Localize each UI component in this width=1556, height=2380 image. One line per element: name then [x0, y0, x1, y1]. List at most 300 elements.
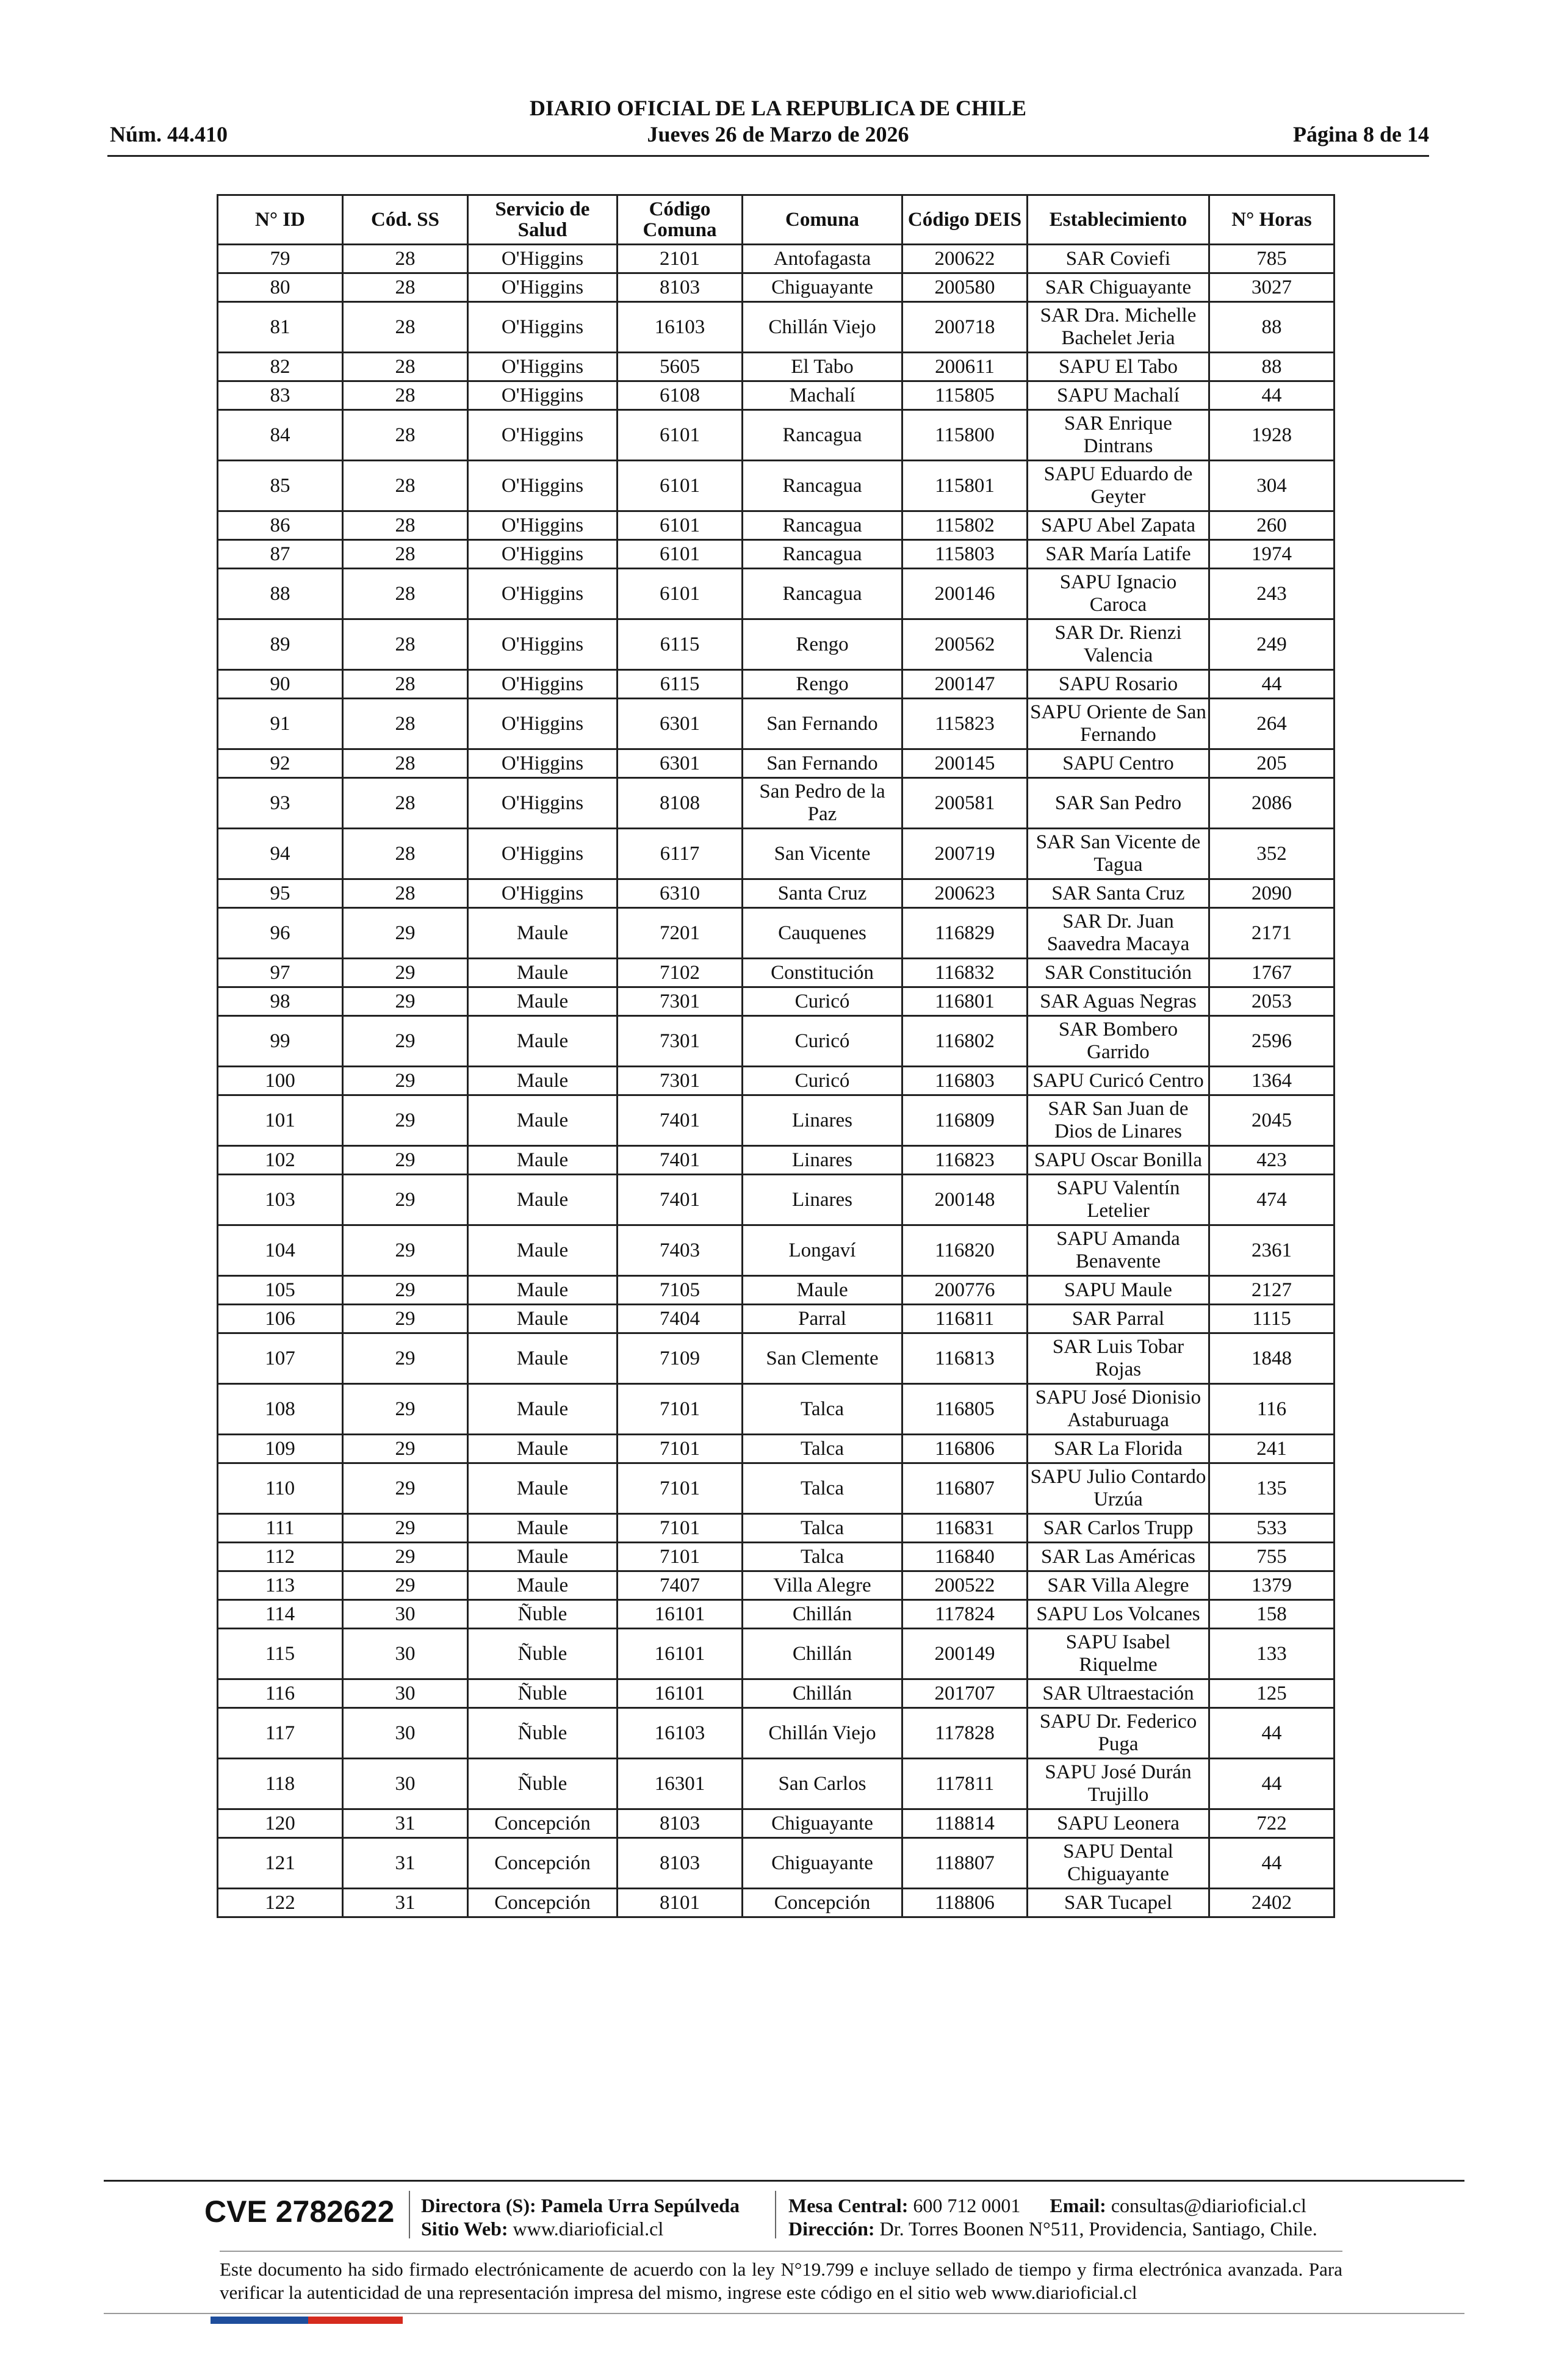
cell-comuna: Constitución — [743, 959, 902, 987]
table-row — [218, 1016, 1334, 1067]
director-label: Directora (S): — [421, 2194, 536, 2216]
cell-codigo-deis: 116811 — [902, 1305, 1028, 1333]
issue-number: Núm. 44.410 — [110, 122, 228, 146]
cell-horas: 1115 — [1209, 1305, 1334, 1333]
cell-horas: 44 — [1209, 1708, 1334, 1759]
cell-codigo-deis: 117824 — [902, 1600, 1028, 1629]
website-label: Sitio Web: — [421, 2218, 508, 2240]
cell-establecimiento: SAR María Latife — [1028, 540, 1209, 569]
cell-codigo-comuna: 7401 — [618, 1146, 743, 1175]
cell-comuna: Linares — [743, 1095, 902, 1146]
cell-codigo-comuna: 6101 — [618, 511, 743, 540]
cell-cod-ss: 31 — [343, 1838, 468, 1889]
cell-horas: 2402 — [1209, 1889, 1334, 1917]
cell-id: 90 — [218, 670, 343, 699]
cell-servicio: Maule — [468, 1543, 618, 1571]
cell-cod-ss: 29 — [343, 1514, 468, 1543]
cell-codigo-comuna: 7109 — [618, 1333, 743, 1384]
cell-establecimiento: SAR San Juan de Dios de Linares — [1028, 1095, 1209, 1146]
cell-horas: 2596 — [1209, 1016, 1334, 1067]
cell-horas: 785 — [1209, 245, 1334, 273]
cell-codigo-comuna: 7407 — [618, 1571, 743, 1600]
cell-codigo-deis: 200623 — [902, 879, 1028, 908]
cell-id: 82 — [218, 353, 343, 381]
cell-codigo-comuna: 6108 — [618, 381, 743, 410]
director-name: Pamela Urra Sepúlveda — [541, 2194, 740, 2216]
cell-codigo-deis: 116820 — [902, 1225, 1028, 1276]
cell-codigo-comuna: 7105 — [618, 1276, 743, 1305]
cell-codigo-deis: 116805 — [902, 1384, 1028, 1435]
cell-horas: 44 — [1209, 381, 1334, 410]
cell-codigo-deis: 118807 — [902, 1838, 1028, 1889]
contact-line — [788, 2194, 1306, 2217]
cell-establecimiento: SAPU Valentín Letelier — [1028, 1175, 1209, 1225]
cell-codigo-comuna: 6301 — [618, 699, 743, 749]
cell-comuna: Talca — [743, 1514, 902, 1543]
cell-codigo-deis: 116813 — [902, 1333, 1028, 1384]
cell-establecimiento: SAPU Abel Zapata — [1028, 511, 1209, 540]
cell-establecimiento: SAPU Eduardo de Geyter — [1028, 461, 1209, 511]
cell-cod-ss: 29 — [343, 959, 468, 987]
cell-codigo-comuna: 7401 — [618, 1175, 743, 1225]
cell-codigo-deis: 200622 — [902, 245, 1028, 273]
cell-codigo-comuna: 8103 — [618, 1809, 743, 1838]
cell-id: 80 — [218, 273, 343, 302]
cell-comuna: Talca — [743, 1384, 902, 1435]
column-header-horas: N° Horas — [1209, 195, 1334, 245]
header-divider — [107, 155, 1429, 157]
cell-comuna: Chiguayante — [743, 1838, 902, 1889]
cell-codigo-deis: 117828 — [902, 1708, 1028, 1759]
cell-servicio: Concepción — [468, 1889, 618, 1917]
cell-codigo-deis: 115803 — [902, 540, 1028, 569]
cell-cod-ss: 29 — [343, 1146, 468, 1175]
cell-servicio: Ñuble — [468, 1708, 618, 1759]
cell-cod-ss: 29 — [343, 1384, 468, 1435]
cell-establecimiento: SAPU Los Volcanes — [1028, 1600, 1209, 1629]
cell-codigo-deis: 200147 — [902, 670, 1028, 699]
table-row — [218, 778, 1334, 829]
cell-codigo-comuna: 6301 — [618, 749, 743, 778]
table-row — [218, 619, 1334, 670]
cell-id: 116 — [218, 1679, 343, 1708]
column-header-servicio: Servicio de Salud — [468, 195, 618, 245]
cell-establecimiento: SAPU Leonera — [1028, 1809, 1209, 1838]
address-line — [788, 2217, 1317, 2240]
cell-servicio: Ñuble — [468, 1759, 618, 1809]
cell-comuna: San Fernando — [743, 699, 902, 749]
cell-codigo-comuna: 7201 — [618, 908, 743, 959]
cell-horas: 158 — [1209, 1600, 1334, 1629]
cell-horas: 133 — [1209, 1629, 1334, 1679]
table-row — [218, 1514, 1334, 1543]
table-row — [218, 1276, 1334, 1305]
cell-cod-ss: 28 — [343, 749, 468, 778]
cell-codigo-deis: 200719 — [902, 829, 1028, 879]
cell-id: 91 — [218, 699, 343, 749]
cell-id: 103 — [218, 1175, 343, 1225]
cell-codigo-comuna: 2101 — [618, 245, 743, 273]
cell-establecimiento: SAPU Amanda Benavente — [1028, 1225, 1209, 1276]
cell-codigo-deis: 200145 — [902, 749, 1028, 778]
cell-id: 88 — [218, 569, 343, 619]
cell-comuna: Rengo — [743, 670, 902, 699]
cell-establecimiento: SAPU Oscar Bonilla — [1028, 1146, 1209, 1175]
cell-establecimiento: SAPU José Durán Trujillo — [1028, 1759, 1209, 1809]
cell-servicio: O'Higgins — [468, 670, 618, 699]
table-row — [218, 829, 1334, 879]
cell-comuna: San Carlos — [743, 1759, 902, 1809]
address-label: Dirección: — [788, 2218, 875, 2240]
cell-codigo-comuna: 7403 — [618, 1225, 743, 1276]
cell-establecimiento: SAR San Vicente de Tagua — [1028, 829, 1209, 879]
cell-codigo-deis: 200580 — [902, 273, 1028, 302]
cve-code: CVE 2782622 — [204, 2194, 395, 2229]
footer-divider — [104, 2313, 1464, 2314]
cell-servicio: Maule — [468, 1571, 618, 1600]
cell-servicio: Maule — [468, 1067, 618, 1095]
column-header-id: N° ID — [218, 195, 343, 245]
cell-servicio: O'Higgins — [468, 245, 618, 273]
cell-servicio: O'Higgins — [468, 699, 618, 749]
cell-id: 122 — [218, 1889, 343, 1917]
cell-horas: 474 — [1209, 1175, 1334, 1225]
cell-codigo-deis: 116823 — [902, 1146, 1028, 1175]
cell-codigo-comuna: 7101 — [618, 1463, 743, 1514]
table-row — [218, 381, 1334, 410]
cell-servicio: O'Higgins — [468, 302, 618, 353]
cell-codigo-comuna: 7404 — [618, 1305, 743, 1333]
cell-id: 107 — [218, 1333, 343, 1384]
cell-establecimiento: SAR Santa Cruz — [1028, 879, 1209, 908]
table-row — [218, 1333, 1334, 1384]
cell-codigo-comuna: 7102 — [618, 959, 743, 987]
cell-codigo-comuna: 7401 — [618, 1095, 743, 1146]
table-row — [218, 1679, 1334, 1708]
cell-cod-ss: 28 — [343, 829, 468, 879]
cell-servicio: Maule — [468, 1225, 618, 1276]
cell-establecimiento: SAPU Dr. Federico Puga — [1028, 1708, 1209, 1759]
cell-servicio: O'Higgins — [468, 511, 618, 540]
cell-horas: 1974 — [1209, 540, 1334, 569]
table-row — [218, 1067, 1334, 1095]
cell-servicio: O'Higgins — [468, 778, 618, 829]
cell-comuna: Rancagua — [743, 569, 902, 619]
cell-id: 100 — [218, 1067, 343, 1095]
cell-servicio: Maule — [468, 1276, 618, 1305]
table-row — [218, 1838, 1334, 1889]
cell-establecimiento: SAR Dra. Michelle Bachelet Jeria — [1028, 302, 1209, 353]
cell-horas: 125 — [1209, 1679, 1334, 1708]
cell-horas: 352 — [1209, 829, 1334, 879]
table-row — [218, 1095, 1334, 1146]
cell-cod-ss: 28 — [343, 619, 468, 670]
table-row — [218, 1435, 1334, 1463]
footer-divider — [220, 2251, 1342, 2252]
cell-comuna: Rancagua — [743, 461, 902, 511]
cell-codigo-deis: 116832 — [902, 959, 1028, 987]
cell-comuna: Curicó — [743, 987, 902, 1016]
cell-id: 101 — [218, 1095, 343, 1146]
cell-codigo-comuna: 6101 — [618, 410, 743, 461]
table-header-row — [218, 195, 1334, 245]
cell-id: 86 — [218, 511, 343, 540]
cell-comuna: Chillán — [743, 1600, 902, 1629]
cell-id: 105 — [218, 1276, 343, 1305]
cell-codigo-comuna: 7101 — [618, 1435, 743, 1463]
table-row — [218, 1175, 1334, 1225]
cell-cod-ss: 29 — [343, 1305, 468, 1333]
column-header-codigo-comuna: Código Comuna — [618, 195, 743, 245]
cell-establecimiento: SAPU Ignacio Caroca — [1028, 569, 1209, 619]
cell-servicio: Ñuble — [468, 1679, 618, 1708]
cell-comuna: Chillán — [743, 1679, 902, 1708]
cell-codigo-deis: 200581 — [902, 778, 1028, 829]
table-row — [218, 1629, 1334, 1679]
cell-horas: 243 — [1209, 569, 1334, 619]
cell-id: 112 — [218, 1543, 343, 1571]
website-line — [421, 2217, 663, 2240]
cell-servicio: O'Higgins — [468, 381, 618, 410]
cell-servicio: O'Higgins — [468, 273, 618, 302]
cell-comuna: Linares — [743, 1146, 902, 1175]
cell-horas: 88 — [1209, 353, 1334, 381]
cell-id: 104 — [218, 1225, 343, 1276]
cell-codigo-comuna: 6310 — [618, 879, 743, 908]
cell-codigo-comuna: 16103 — [618, 302, 743, 353]
cell-comuna: Chillán Viejo — [743, 302, 902, 353]
cell-codigo-comuna: 16101 — [618, 1679, 743, 1708]
cell-establecimiento: SAR Villa Alegre — [1028, 1571, 1209, 1600]
cell-codigo-deis: 116831 — [902, 1514, 1028, 1543]
cell-codigo-comuna: 7301 — [618, 1016, 743, 1067]
cell-codigo-comuna: 6101 — [618, 569, 743, 619]
cell-servicio: O'Higgins — [468, 353, 618, 381]
establishments-table — [217, 194, 1335, 1918]
flag-color-bar — [211, 2317, 403, 2324]
cell-cod-ss: 28 — [343, 670, 468, 699]
table-row — [218, 511, 1334, 540]
cell-horas: 205 — [1209, 749, 1334, 778]
cell-establecimiento: SAR Aguas Negras — [1028, 987, 1209, 1016]
cell-cod-ss: 28 — [343, 410, 468, 461]
cell-establecimiento: SAR Ultraestación — [1028, 1679, 1209, 1708]
legal-notice: Este documento ha sido firmado electrónicamente de acuerdo con la ley N°19.799 e incluye sellado de tiempo y firma electrónica avanzada. Para verificar la autenticidad de una representación impresa del mismo, ingrese este código en el sitio web www.diarioficial.cl — [220, 2259, 1342, 2303]
cell-id: 117 — [218, 1708, 343, 1759]
cell-comuna: Curicó — [743, 1067, 902, 1095]
cell-cod-ss: 29 — [343, 1571, 468, 1600]
table-row — [218, 1305, 1334, 1333]
cell-cod-ss: 30 — [343, 1708, 468, 1759]
cell-id: 118 — [218, 1759, 343, 1809]
cell-comuna: Talca — [743, 1463, 902, 1514]
table-row — [218, 302, 1334, 353]
cell-cod-ss: 29 — [343, 1276, 468, 1305]
cell-cod-ss: 29 — [343, 1016, 468, 1067]
cell-codigo-comuna: 16301 — [618, 1759, 743, 1809]
cell-establecimiento: SAR Las Américas — [1028, 1543, 1209, 1571]
cell-comuna: Chiguayante — [743, 273, 902, 302]
cell-comuna: Maule — [743, 1276, 902, 1305]
cell-cod-ss: 28 — [343, 511, 468, 540]
cell-horas: 2127 — [1209, 1276, 1334, 1305]
cell-cod-ss: 28 — [343, 569, 468, 619]
cell-horas: 304 — [1209, 461, 1334, 511]
cell-establecimiento: SAR Bombero Garrido — [1028, 1016, 1209, 1067]
cell-codigo-deis: 200562 — [902, 619, 1028, 670]
cell-codigo-comuna: 16101 — [618, 1629, 743, 1679]
cell-horas: 260 — [1209, 511, 1334, 540]
cell-codigo-comuna: 7101 — [618, 1543, 743, 1571]
cell-codigo-deis: 200776 — [902, 1276, 1028, 1305]
cell-codigo-deis: 116801 — [902, 987, 1028, 1016]
cell-codigo-deis: 200149 — [902, 1629, 1028, 1679]
cell-codigo-deis: 115801 — [902, 461, 1028, 511]
cell-id: 87 — [218, 540, 343, 569]
phone-label: Mesa Central: — [788, 2194, 909, 2216]
cell-id: 121 — [218, 1838, 343, 1889]
cell-id: 84 — [218, 410, 343, 461]
cell-horas: 1928 — [1209, 410, 1334, 461]
cell-servicio: Maule — [468, 1384, 618, 1435]
cell-cod-ss: 29 — [343, 1225, 468, 1276]
cell-cod-ss: 28 — [343, 245, 468, 273]
cell-comuna: Talca — [743, 1435, 902, 1463]
table-body — [218, 245, 1334, 1917]
table-row — [218, 959, 1334, 987]
cell-establecimiento: SAPU El Tabo — [1028, 353, 1209, 381]
cell-establecimiento: SAR San Pedro — [1028, 778, 1209, 829]
cell-codigo-deis: 116840 — [902, 1543, 1028, 1571]
cell-establecimiento: SAPU Maule — [1028, 1276, 1209, 1305]
cell-id: 114 — [218, 1600, 343, 1629]
cell-cod-ss: 30 — [343, 1600, 468, 1629]
cell-servicio: O'Higgins — [468, 619, 618, 670]
website-link[interactable]: www.diarioficial.cl — [513, 2218, 664, 2240]
cell-codigo-comuna: 7301 — [618, 987, 743, 1016]
cell-servicio: Maule — [468, 987, 618, 1016]
cell-codigo-comuna: 6115 — [618, 619, 743, 670]
cell-id: 93 — [218, 778, 343, 829]
cell-id: 113 — [218, 1571, 343, 1600]
cell-establecimiento: SAR Enrique Dintrans — [1028, 410, 1209, 461]
cell-servicio: O'Higgins — [468, 569, 618, 619]
email-link[interactable]: consultas@diarioficial.cl — [1111, 2194, 1306, 2216]
cell-codigo-deis: 200718 — [902, 302, 1028, 353]
cell-cod-ss: 30 — [343, 1679, 468, 1708]
table-row — [218, 245, 1334, 273]
cell-horas: 135 — [1209, 1463, 1334, 1514]
cell-horas: 722 — [1209, 1809, 1334, 1838]
table-row — [218, 569, 1334, 619]
cell-cod-ss: 29 — [343, 1543, 468, 1571]
cell-horas: 1379 — [1209, 1571, 1334, 1600]
director-line — [421, 2194, 740, 2217]
cell-cod-ss: 29 — [343, 987, 468, 1016]
cell-comuna: San Fernando — [743, 749, 902, 778]
address-value: Dr. Torres Boonen N°511, Providencia, Santiago, Chile. — [879, 2218, 1317, 2240]
cell-comuna: Chiguayante — [743, 1809, 902, 1838]
issue-date: Jueves 26 de Marzo de 2026 — [647, 122, 909, 146]
cell-servicio: Maule — [468, 1095, 618, 1146]
cell-codigo-deis: 116803 — [902, 1067, 1028, 1095]
cell-codigo-deis: 116829 — [902, 908, 1028, 959]
cell-cod-ss: 28 — [343, 879, 468, 908]
cell-id: 102 — [218, 1146, 343, 1175]
table-row — [218, 1708, 1334, 1759]
cell-comuna: Linares — [743, 1175, 902, 1225]
table-row — [218, 1463, 1334, 1514]
cell-establecimiento: SAR Dr. Juan Saavedra Macaya — [1028, 908, 1209, 959]
cell-codigo-deis: 116806 — [902, 1435, 1028, 1463]
cell-servicio: Ñuble — [468, 1629, 618, 1679]
cell-establecimiento: SAR Coviefi — [1028, 245, 1209, 273]
cell-horas: 241 — [1209, 1435, 1334, 1463]
table-row — [218, 1600, 1334, 1629]
cell-id: 94 — [218, 829, 343, 879]
cell-codigo-comuna: 7101 — [618, 1384, 743, 1435]
cell-establecimiento: SAPU José Dionisio Astaburuaga — [1028, 1384, 1209, 1435]
cell-cod-ss: 28 — [343, 302, 468, 353]
cell-servicio: Maule — [468, 959, 618, 987]
cell-horas: 1364 — [1209, 1067, 1334, 1095]
cell-servicio: Maule — [468, 1333, 618, 1384]
cell-id: 120 — [218, 1809, 343, 1838]
cell-establecimiento: SAR Dr. Rienzi Valencia — [1028, 619, 1209, 670]
cell-id: 115 — [218, 1629, 343, 1679]
cell-codigo-comuna: 8101 — [618, 1889, 743, 1917]
cell-codigo-comuna: 16101 — [618, 1600, 743, 1629]
cell-comuna: Chillán — [743, 1629, 902, 1679]
table-row — [218, 410, 1334, 461]
cell-servicio: O'Higgins — [468, 829, 618, 879]
cell-servicio: O'Higgins — [468, 749, 618, 778]
cell-codigo-comuna: 5605 — [618, 353, 743, 381]
cell-codigo-deis: 200146 — [902, 569, 1028, 619]
phone-value: 600 712 0001 — [913, 2194, 1021, 2216]
cell-comuna: Longaví — [743, 1225, 902, 1276]
cell-establecimiento: SAR Chiguayante — [1028, 273, 1209, 302]
cell-horas: 755 — [1209, 1543, 1334, 1571]
cell-servicio: O'Higgins — [468, 540, 618, 569]
cell-comuna: Parral — [743, 1305, 902, 1333]
cell-id: 99 — [218, 1016, 343, 1067]
cell-id: 85 — [218, 461, 343, 511]
cell-codigo-deis: 200148 — [902, 1175, 1028, 1225]
cell-comuna: Machalí — [743, 381, 902, 410]
cell-comuna: San Vicente — [743, 829, 902, 879]
column-header-comuna: Comuna — [743, 195, 902, 245]
cell-codigo-deis: 201707 — [902, 1679, 1028, 1708]
cell-cod-ss: 30 — [343, 1759, 468, 1809]
cell-id: 96 — [218, 908, 343, 959]
cell-codigo-deis: 115823 — [902, 699, 1028, 749]
table-row — [218, 1809, 1334, 1838]
cell-id: 110 — [218, 1463, 343, 1514]
cell-horas: 2053 — [1209, 987, 1334, 1016]
table-row — [218, 540, 1334, 569]
cell-id: 83 — [218, 381, 343, 410]
cell-comuna: Concepción — [743, 1889, 902, 1917]
cell-horas: 44 — [1209, 1759, 1334, 1809]
cell-codigo-comuna: 6101 — [618, 461, 743, 511]
cell-codigo-deis: 116802 — [902, 1016, 1028, 1067]
footer-divider — [104, 2180, 1464, 2182]
flag-red-segment — [308, 2317, 403, 2324]
cell-establecimiento: SAR Parral — [1028, 1305, 1209, 1333]
table-row — [218, 1571, 1334, 1600]
cell-cod-ss: 29 — [343, 1175, 468, 1225]
